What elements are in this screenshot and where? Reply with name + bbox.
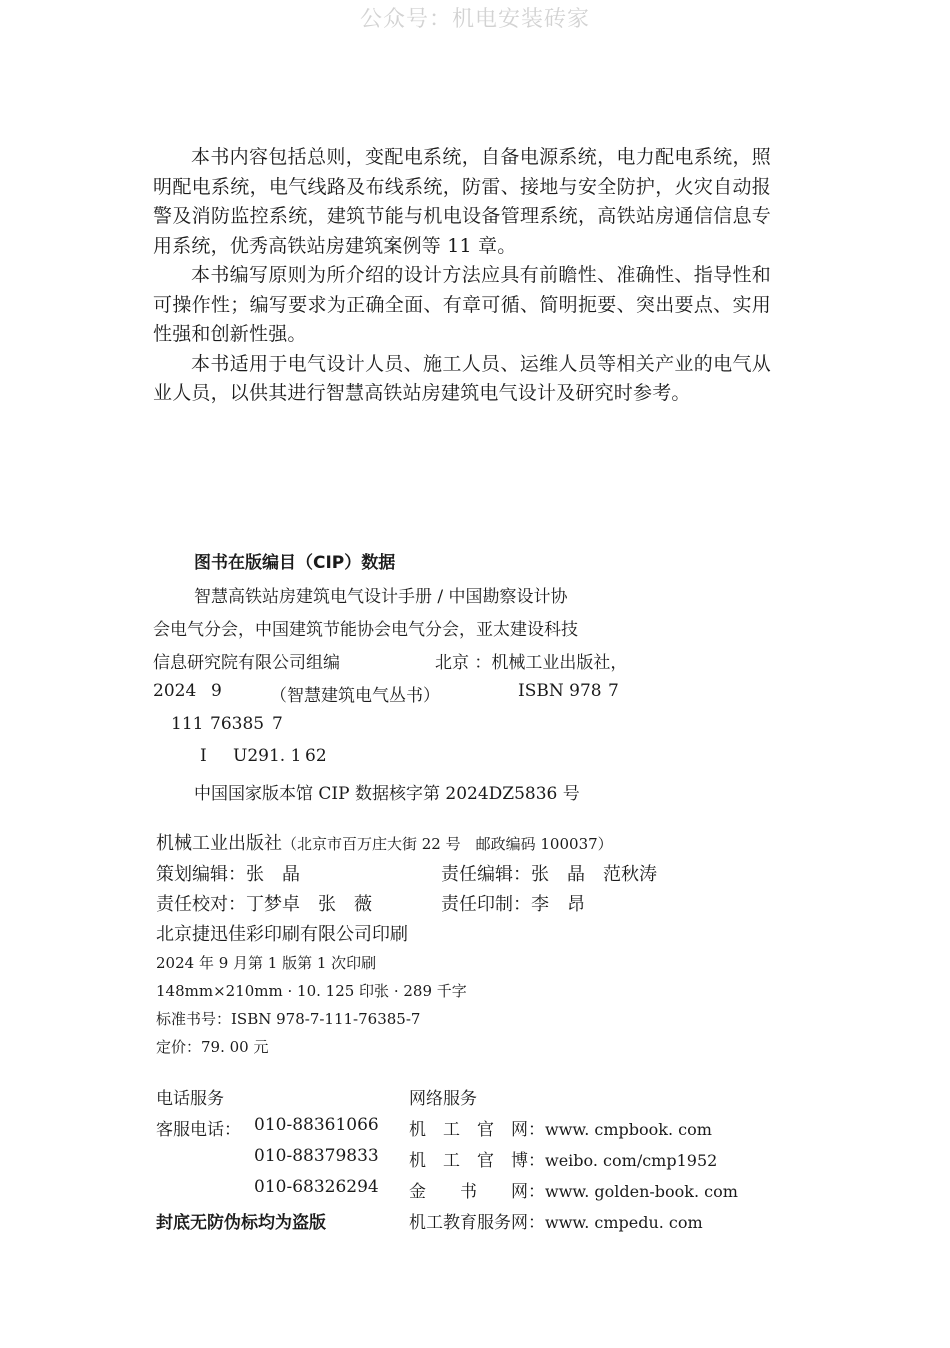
cip-line: 7 bbox=[608, 681, 619, 701]
isbn-info: 标准书号：ISBN 978-7-111-76385-7 bbox=[156, 1010, 421, 1028]
cip-line: 111 bbox=[171, 714, 204, 734]
cip-line: 智慧高铁站房建筑电气设计手册 / 中国勘察设计协 bbox=[194, 587, 568, 607]
planning-editor: 策划编辑：张 晶 bbox=[156, 864, 300, 885]
cip-line: 62 bbox=[305, 746, 327, 766]
net-service-heading: 网络服务 bbox=[409, 1089, 477, 1109]
cip-line: Ⅰ bbox=[200, 746, 207, 766]
cip-line: 7 bbox=[272, 714, 283, 734]
website-link: weibo. com/cmp1952 bbox=[545, 1151, 718, 1170]
phone-service-heading: 电话服务 bbox=[156, 1089, 224, 1109]
printer-name: 北京捷迅佳彩印刷有限公司印刷 bbox=[156, 924, 408, 945]
watermark-text: 公众号：机电安装砖家 bbox=[359, 7, 590, 32]
format-info: 148mm×210mm · 10. 125 印张 · 289 千字 bbox=[156, 982, 467, 1000]
cip-heading: 图书在版编目（CIP）数据 bbox=[194, 553, 396, 573]
net-service-item: 金 书 网：www. golden-book. com bbox=[409, 1182, 738, 1202]
book-abstract bbox=[153, 143, 771, 409]
phone-number: 010-88379833 bbox=[254, 1146, 379, 1166]
proofreader: 责任校对：丁梦卓 张 薇 bbox=[156, 894, 372, 915]
abstract-paragraph: 本书适用于电气设计人员、施工人员、运维人员等相关产业的电气从业人员，以供其进行智慧高铁站房建筑电气设计及研究时参考。 bbox=[153, 352, 771, 404]
cip-line: 北京 ：机械工业出版社， bbox=[435, 653, 628, 673]
edition-info: 2024 年 9 月第 1 版第 1 次印刷 bbox=[156, 954, 377, 972]
anti-piracy-notice: 封底无防伪标均为盗版 bbox=[156, 1213, 326, 1233]
cip-data-number: 中国国家版本馆 CIP 数据核字第 2024DZ5836 号 bbox=[194, 784, 580, 804]
cip-series: （智慧建筑电气丛书） bbox=[270, 686, 440, 706]
publisher-name: 机械工业出版社 bbox=[156, 833, 282, 854]
website-link: www. cmpbook. com bbox=[545, 1120, 712, 1139]
print-manager: 责任印制：李 昂 bbox=[441, 894, 585, 915]
website-link: www. golden-book. com bbox=[545, 1182, 738, 1201]
net-service-item: 机 工 官 博：weibo. com/cmp1952 bbox=[409, 1151, 718, 1171]
phone-number: 010-68326294 bbox=[254, 1177, 379, 1197]
website-link: www. cmpedu. com bbox=[545, 1213, 703, 1232]
cip-line: 信息研究院有限公司组编 bbox=[153, 653, 340, 673]
publisher-line bbox=[156, 829, 613, 855]
abstract-paragraph: 本书内容包括总则，变配电系统，自备电源系统，电力配电系统，照明配电系统，电气线路及布线系统，防雷、接地与安全防护，火灾自动报警及消防监控系统，建筑节能与机电设备管理系统，高铁站房通信信息专用系统，优秀高铁站房建筑案例等 11 章。 bbox=[153, 146, 771, 257]
abstract-paragraph: 本书编写原则为所介绍的设计方法应具有前瞻性、准确性、指导性和可操作性；编写要求为正确全面、有章可循、简明扼要、突出要点、实用性强和创新性强。 bbox=[153, 264, 771, 345]
cip-isbn: ISBN 978 bbox=[518, 681, 602, 701]
cip-line: 76385 bbox=[210, 714, 265, 734]
net-service-item: 机工教育服务网：www. cmpedu. com bbox=[409, 1213, 703, 1233]
net-service-item: 机 工 官 网：www. cmpbook. com bbox=[409, 1120, 712, 1140]
cip-line: 2024 bbox=[153, 681, 197, 701]
phone-number: 010-88361066 bbox=[254, 1115, 379, 1135]
cip-line: 会电气分会，中国建筑节能协会电气分会，亚太建设科技 bbox=[153, 620, 578, 640]
price-info: 定价：79. 00 元 bbox=[156, 1038, 269, 1056]
customer-phone-label: 客服电话： bbox=[156, 1120, 241, 1140]
cip-line: U291. 1 bbox=[233, 746, 302, 766]
publisher-address: （北京市百万庄大街 22 号 邮政编码 100037） bbox=[282, 835, 613, 853]
responsible-editor: 责任编辑：张 晶 范秋涛 bbox=[441, 864, 657, 885]
cip-line: 9 bbox=[211, 681, 222, 701]
